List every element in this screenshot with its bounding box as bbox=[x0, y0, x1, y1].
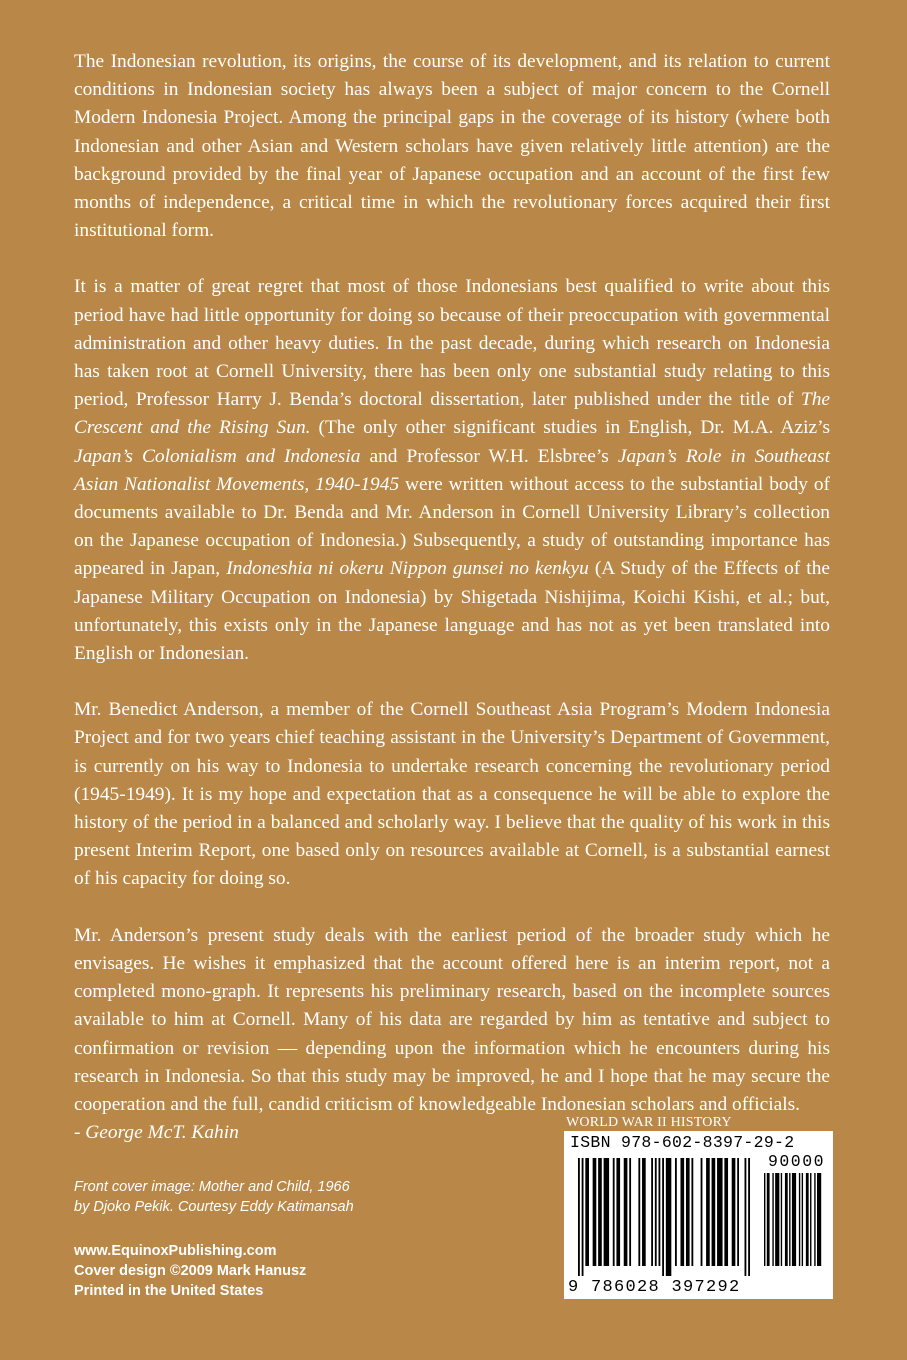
printed-in: Printed in the United States bbox=[74, 1283, 264, 1299]
publisher-website: www.EquinoxPublishing.com bbox=[74, 1243, 277, 1259]
barcode-bar bbox=[785, 1173, 788, 1266]
barcode-bar bbox=[582, 1158, 584, 1276]
barcode-bar bbox=[675, 1158, 677, 1266]
publisher-info bbox=[74, 1241, 514, 1301]
p2-text-5: (A Study of the Effects of the Japanese Military Occupation on Indonesia) by Shigetada Nishijima, Koichi Kishi, et al.; but, unfortunately, this exists only in the Japanese language and has not as yet been translated into English or Indonesian. bbox=[74, 558, 830, 665]
barcode-bar bbox=[680, 1158, 684, 1266]
barcode-bar bbox=[799, 1173, 800, 1266]
barcode-bar bbox=[604, 1158, 609, 1266]
p2-text-2: (The only other significant studies in English, Dr. M.A. Aziz’s bbox=[310, 417, 830, 439]
book-title-japans-role: Japan’s Role in Southeast Asian Nationalist Movements, 1940-1945 bbox=[74, 445, 830, 495]
isbn-barcode bbox=[564, 1131, 833, 1299]
barcode-bar bbox=[662, 1158, 664, 1276]
barcode-bar bbox=[624, 1158, 628, 1266]
cover-credit bbox=[74, 1177, 514, 1217]
barcode-bar bbox=[585, 1158, 589, 1266]
barcode-digits: 9 786028 397292 bbox=[568, 1278, 741, 1297]
barcode-bar bbox=[724, 1158, 728, 1266]
barcode-bar bbox=[732, 1158, 736, 1266]
barcode-bar bbox=[666, 1158, 671, 1276]
barcode-bar bbox=[810, 1173, 811, 1266]
credits bbox=[74, 1177, 514, 1301]
barcode-bar bbox=[686, 1158, 690, 1266]
barcode-bar bbox=[737, 1158, 739, 1266]
barcode-bar bbox=[764, 1173, 765, 1266]
barcode-bar bbox=[629, 1158, 631, 1266]
barcode-bar bbox=[781, 1173, 782, 1266]
barcode-bar bbox=[712, 1158, 716, 1266]
barcode-bar bbox=[775, 1173, 779, 1266]
barcode-bar bbox=[817, 1173, 821, 1266]
cover-credit-line-1: Front cover image: Mother and Child, 1966 bbox=[74, 1179, 350, 1195]
barcode-bar bbox=[642, 1158, 646, 1266]
p2-text-3: and Professor W.H. Elsbree’s bbox=[360, 445, 618, 467]
barcode-bar bbox=[578, 1158, 580, 1276]
barcode-bar bbox=[772, 1173, 773, 1266]
cover-design-credit: Cover design ©2009 Mark Hanusz bbox=[74, 1263, 307, 1279]
p2-text-1: It is a matter of great regret that most of those Indonesians best qualified to write about this period have had little opportunity for doing so because of their preoccupation with governmental administration and other heavy duties. In the past decade, during which research on Indonesia has taken root at Cornell University, there has been only one substantial study relating to this period, Professor Harry J. Benda’s doctoral dissertation, later published under the title of bbox=[74, 276, 830, 411]
barcode-bar bbox=[651, 1158, 653, 1266]
barcode-bar bbox=[802, 1173, 803, 1266]
isbn-text: ISBN 978-602-8397-29-2 bbox=[570, 1133, 795, 1152]
barcode-bar bbox=[717, 1158, 722, 1266]
book-title-crescent: The Crescent and the Rising Sun. bbox=[74, 389, 830, 439]
barcode-bar bbox=[691, 1158, 693, 1266]
barcode-bar bbox=[767, 1173, 770, 1266]
price-code: 90000 bbox=[767, 1152, 825, 1171]
barcode-bar bbox=[613, 1158, 615, 1266]
p2-text-4: were written without access to the substantial body of documents available to Dr. Benda and Mr. Anderson in Cornell University Library’s collection on the Japanese occupation of Indonesia.) Subsequently, a study of outstanding importance has appeared in Japan, bbox=[74, 473, 830, 580]
book-title-indoneshia: Indoneshia ni okeru Nippon gunsei no kenkyu bbox=[226, 558, 589, 580]
category-label: WORLD WAR II HISTORY bbox=[566, 1115, 732, 1130]
paragraph-4: Mr. Anderson’s present study deals with the earliest period of the broader study which he envisages. He wishes it emphasized that the account offered here is an interim report, not a completed mono-graph. It represents his preliminary research, based on the incomplete sources available to him at Cornell. Many of his data are regarded by him as tentative and subject to confirmation or revision — depending upon the information which he encounters during his research in Indonesia. So that this study may be improved, he and I hope that he may secure the cooperation and the full, candid criticism of knowledgeable Indonesian scholars and officials. bbox=[74, 924, 830, 1115]
barcode-bar bbox=[789, 1173, 790, 1266]
barcode-bar bbox=[659, 1158, 661, 1266]
barcode-bar bbox=[616, 1158, 620, 1266]
barcode-bar bbox=[745, 1158, 747, 1276]
back-cover-text bbox=[74, 48, 830, 1175]
barcode-bar bbox=[806, 1173, 809, 1266]
barcode-bar bbox=[598, 1158, 602, 1266]
paragraph-3: Mr. Benedict Anderson, a member of the Cornell Southeast Asia Program’s Modern Indonesia Project and for two years chief teaching assistant in the University’s Department of Government, is currently on his way to Indonesia to undertake research concerning the revolutionary period (1945-1949). It is my hope and expectation that as a consequence he will be able to explore the history of the period in a balanced and scholarly way. I believe that the quality of his work in this present Interim Report, one based only on resources available at Cornell, is a substantial earnest of his capacity for doing so. bbox=[74, 699, 830, 890]
barcode-main-bars bbox=[578, 1158, 750, 1276]
barcode-bar bbox=[701, 1158, 703, 1266]
barcode-bar bbox=[792, 1173, 796, 1266]
book-title-colonialism: Japan’s Colonialism and Indonesia bbox=[74, 445, 361, 467]
signature: - George McT. Kahin bbox=[74, 1122, 239, 1144]
barcode-bar bbox=[706, 1158, 710, 1266]
barcode-bar bbox=[655, 1158, 657, 1266]
barcode-addon-bars bbox=[764, 1173, 824, 1276]
barcode-bar bbox=[638, 1158, 640, 1266]
barcode-bar bbox=[593, 1158, 597, 1266]
barcode-bar bbox=[814, 1173, 815, 1266]
paragraph-1: The Indonesian revolution, its origins, the course of its development, and its relation to current conditions in Indonesian society has always been a subject of major concern to the Cornell Modern Indonesia Project. Among the principal gaps in the coverage of its history (where both Indonesian and other Asian and Western scholars have given relatively little attention) are the background provided by the final year of Japanese occupation and an account of the first few months of independence, a critical time in which the revolutionary forces acquired their first institutional form. bbox=[74, 51, 830, 242]
paragraph-2 bbox=[74, 273, 830, 668]
barcode-bar bbox=[748, 1158, 750, 1276]
cover-credit-line-2: by Djoko Pekik. Courtesy Eddy Katimansah bbox=[74, 1199, 354, 1215]
